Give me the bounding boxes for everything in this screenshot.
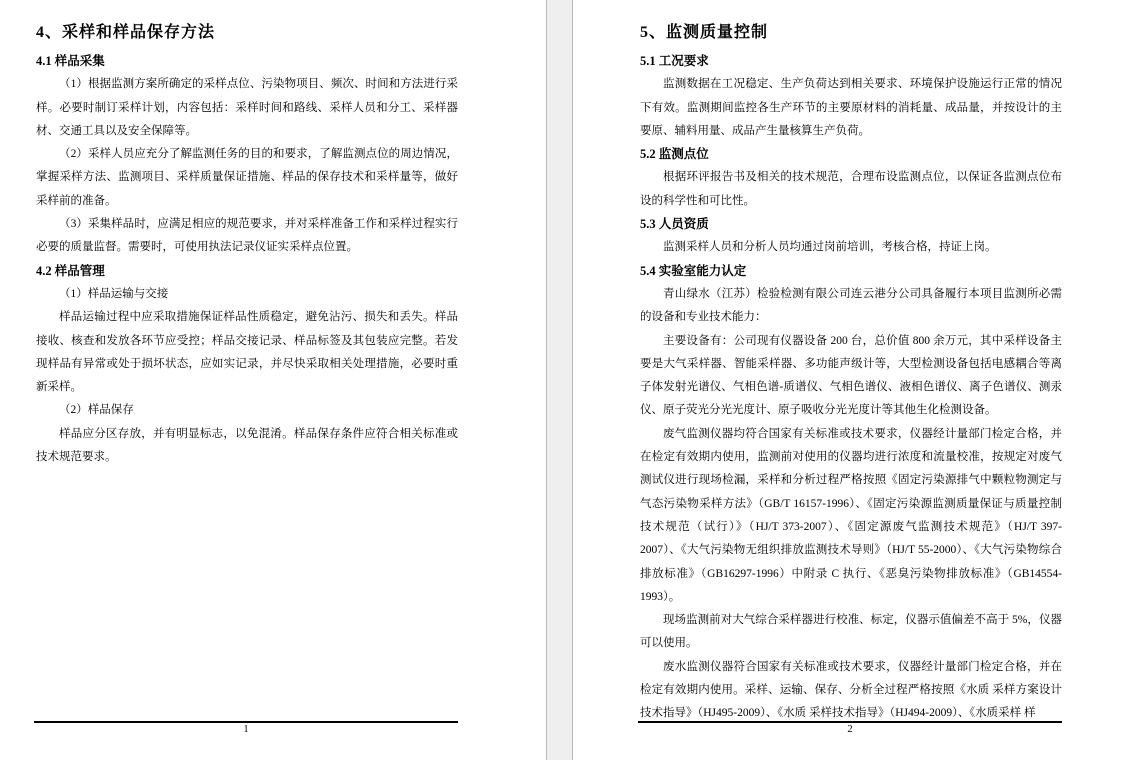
section-heading-4-2: 4.2 样品管理 bbox=[36, 263, 105, 278]
page-1-number: 1 bbox=[243, 724, 249, 735]
page-gutter bbox=[546, 0, 573, 760]
section-heading-5-4: 5.4 实验室能力认定 bbox=[640, 263, 747, 278]
paragraph: 青山绿水（江苏）检验检测有限公司连云港分公司具备履行本项目监测所必需的设备和专业技术能力： bbox=[640, 287, 1062, 324]
paragraph: （1）根据监测方案所确定的采样点位、污染物项目、频次、时间和方法进行采样。必要时制订采样计划，内容包括：采样时间和路线、采样人员和分工、采样器材、交通工具以及安全保障等。 bbox=[36, 78, 458, 137]
paragraph: 样品应分区存放，并有明显标志，以免混淆。样品保存条件应符合相关标准或技术规范要求。 bbox=[36, 427, 458, 464]
page-2-number: 2 bbox=[847, 724, 853, 735]
paragraph: 根据环评报告书及相关的技术规范，合理布设监测点位，以保证各监测点位布设的科学性和可比性。 bbox=[640, 171, 1062, 207]
page-2-title: 5、监测质量控制 bbox=[640, 24, 769, 41]
paragraph: （1）样品运输与交接 bbox=[59, 287, 169, 300]
paragraph: 监测采样人员和分析人员均通过岗前培训，考核合格，持证上岗。 bbox=[663, 241, 997, 254]
page-1 bbox=[0, 0, 546, 760]
paragraph: 废水监测仪器符合国家有关标准或技术要求，仪器经计量部门检定合格，并在检定有效期内使用。采样、运输、保存、分析全过程严格按照《水质 采样方案设计技术指导》（HJ495-2009）、《水质 采样技术指导》（HJ494-2009）、《水质采样 样 bbox=[640, 660, 1062, 720]
paragraph: （2）样品保存 bbox=[59, 404, 134, 417]
page-1-title: 4、采样和样品保存方法 bbox=[36, 24, 216, 41]
paragraph: 主要设备有：公司现有仪器设备 200 台，总价值 800 余万元，其中采样设备主要是大气采样器、智能采样器、多功能声级计等，大型检测设备包括电感耦合等离子体发射光谱仪、气相色谱-质谱仪、气相色谱仪、液相色谱仪、离子色谱仪、测汞仪、原子荧光分光光度计、原子吸收分光光度计等其他生化检测设备。 bbox=[640, 334, 1062, 417]
paragraph: 现场监测前对大气综合采样器进行校准、标定，仪器示值偏差不高于 5%，仪器可以使用。 bbox=[640, 614, 1062, 650]
section-heading-5-2: 5.2 监测点位 bbox=[640, 147, 709, 162]
section-heading-4-1: 4.1 样品采集 bbox=[36, 54, 105, 68]
paragraph: 样品运输过程中应采取措施保证样品性质稳定，避免沾污、损失和丢失。样品接收、核查和发放各环节应受控；样品交接记录、样品标签及其包装应完整。若发现样品有异常或处于损坏状态，应如实记录，并尽快采取相关处理措施，必要时重新采样。 bbox=[36, 311, 458, 394]
page-1-content bbox=[36, 0, 458, 469]
paragraph: 监测数据在工况稳定、生产负荷达到相关要求、环境保护设施运行正常的情况下有效。监测期间监控各生产环节的主要原材料的消耗量、成品量，并按设计的主要原、辅料用量、成品产生量核算生产负荷。 bbox=[640, 78, 1062, 137]
section-heading-5-1: 5.1 工况要求 bbox=[640, 54, 709, 68]
paragraph: （3）采集样品时，应满足相应的规范要求，并对采样准备工作和采样过程实行必要的质量监督。需要时，可使用执法记录仪证实采样点位置。 bbox=[36, 218, 458, 254]
paragraph: 废气监测仪器均符合国家有关标准或技术要求，仪器经计量部门检定合格，并在检定有效期内使用，监测前对使用的仪器均进行浓度和流量校准，按规定对废气测试仪进行现场检漏，采样和分析过程严格按照《固定污染源排气中颗粒物测定与气态污染物采样方法》（GB/T 16157-1996）、《固定污染源监测质量保证与质量控制技术规范（试行）》（HJ/T 373-2007）、《固定源废气监测技术规范》（HJ/T 397-2007）、《大气污染物无组织排放监测技术导则》（HJ/T 55-2000）、《大气污染物综合排放标准》（GB16297-1996）中附录 C 执行、《恶臭污染物排放标准》（GB14554-1993）。 bbox=[640, 427, 1062, 603]
section-heading-5-3: 5.3 人员资质 bbox=[640, 217, 709, 232]
page-2 bbox=[573, 0, 1125, 760]
paragraph: （2）采样人员应充分了解监测任务的目的和要求，了解监测点位的周边情况，掌握采样方法、监测项目、采样质量保证措施、样品的保存技术和采样量等，做好采样前的准备。 bbox=[36, 148, 458, 207]
page-2-content bbox=[640, 0, 1062, 726]
